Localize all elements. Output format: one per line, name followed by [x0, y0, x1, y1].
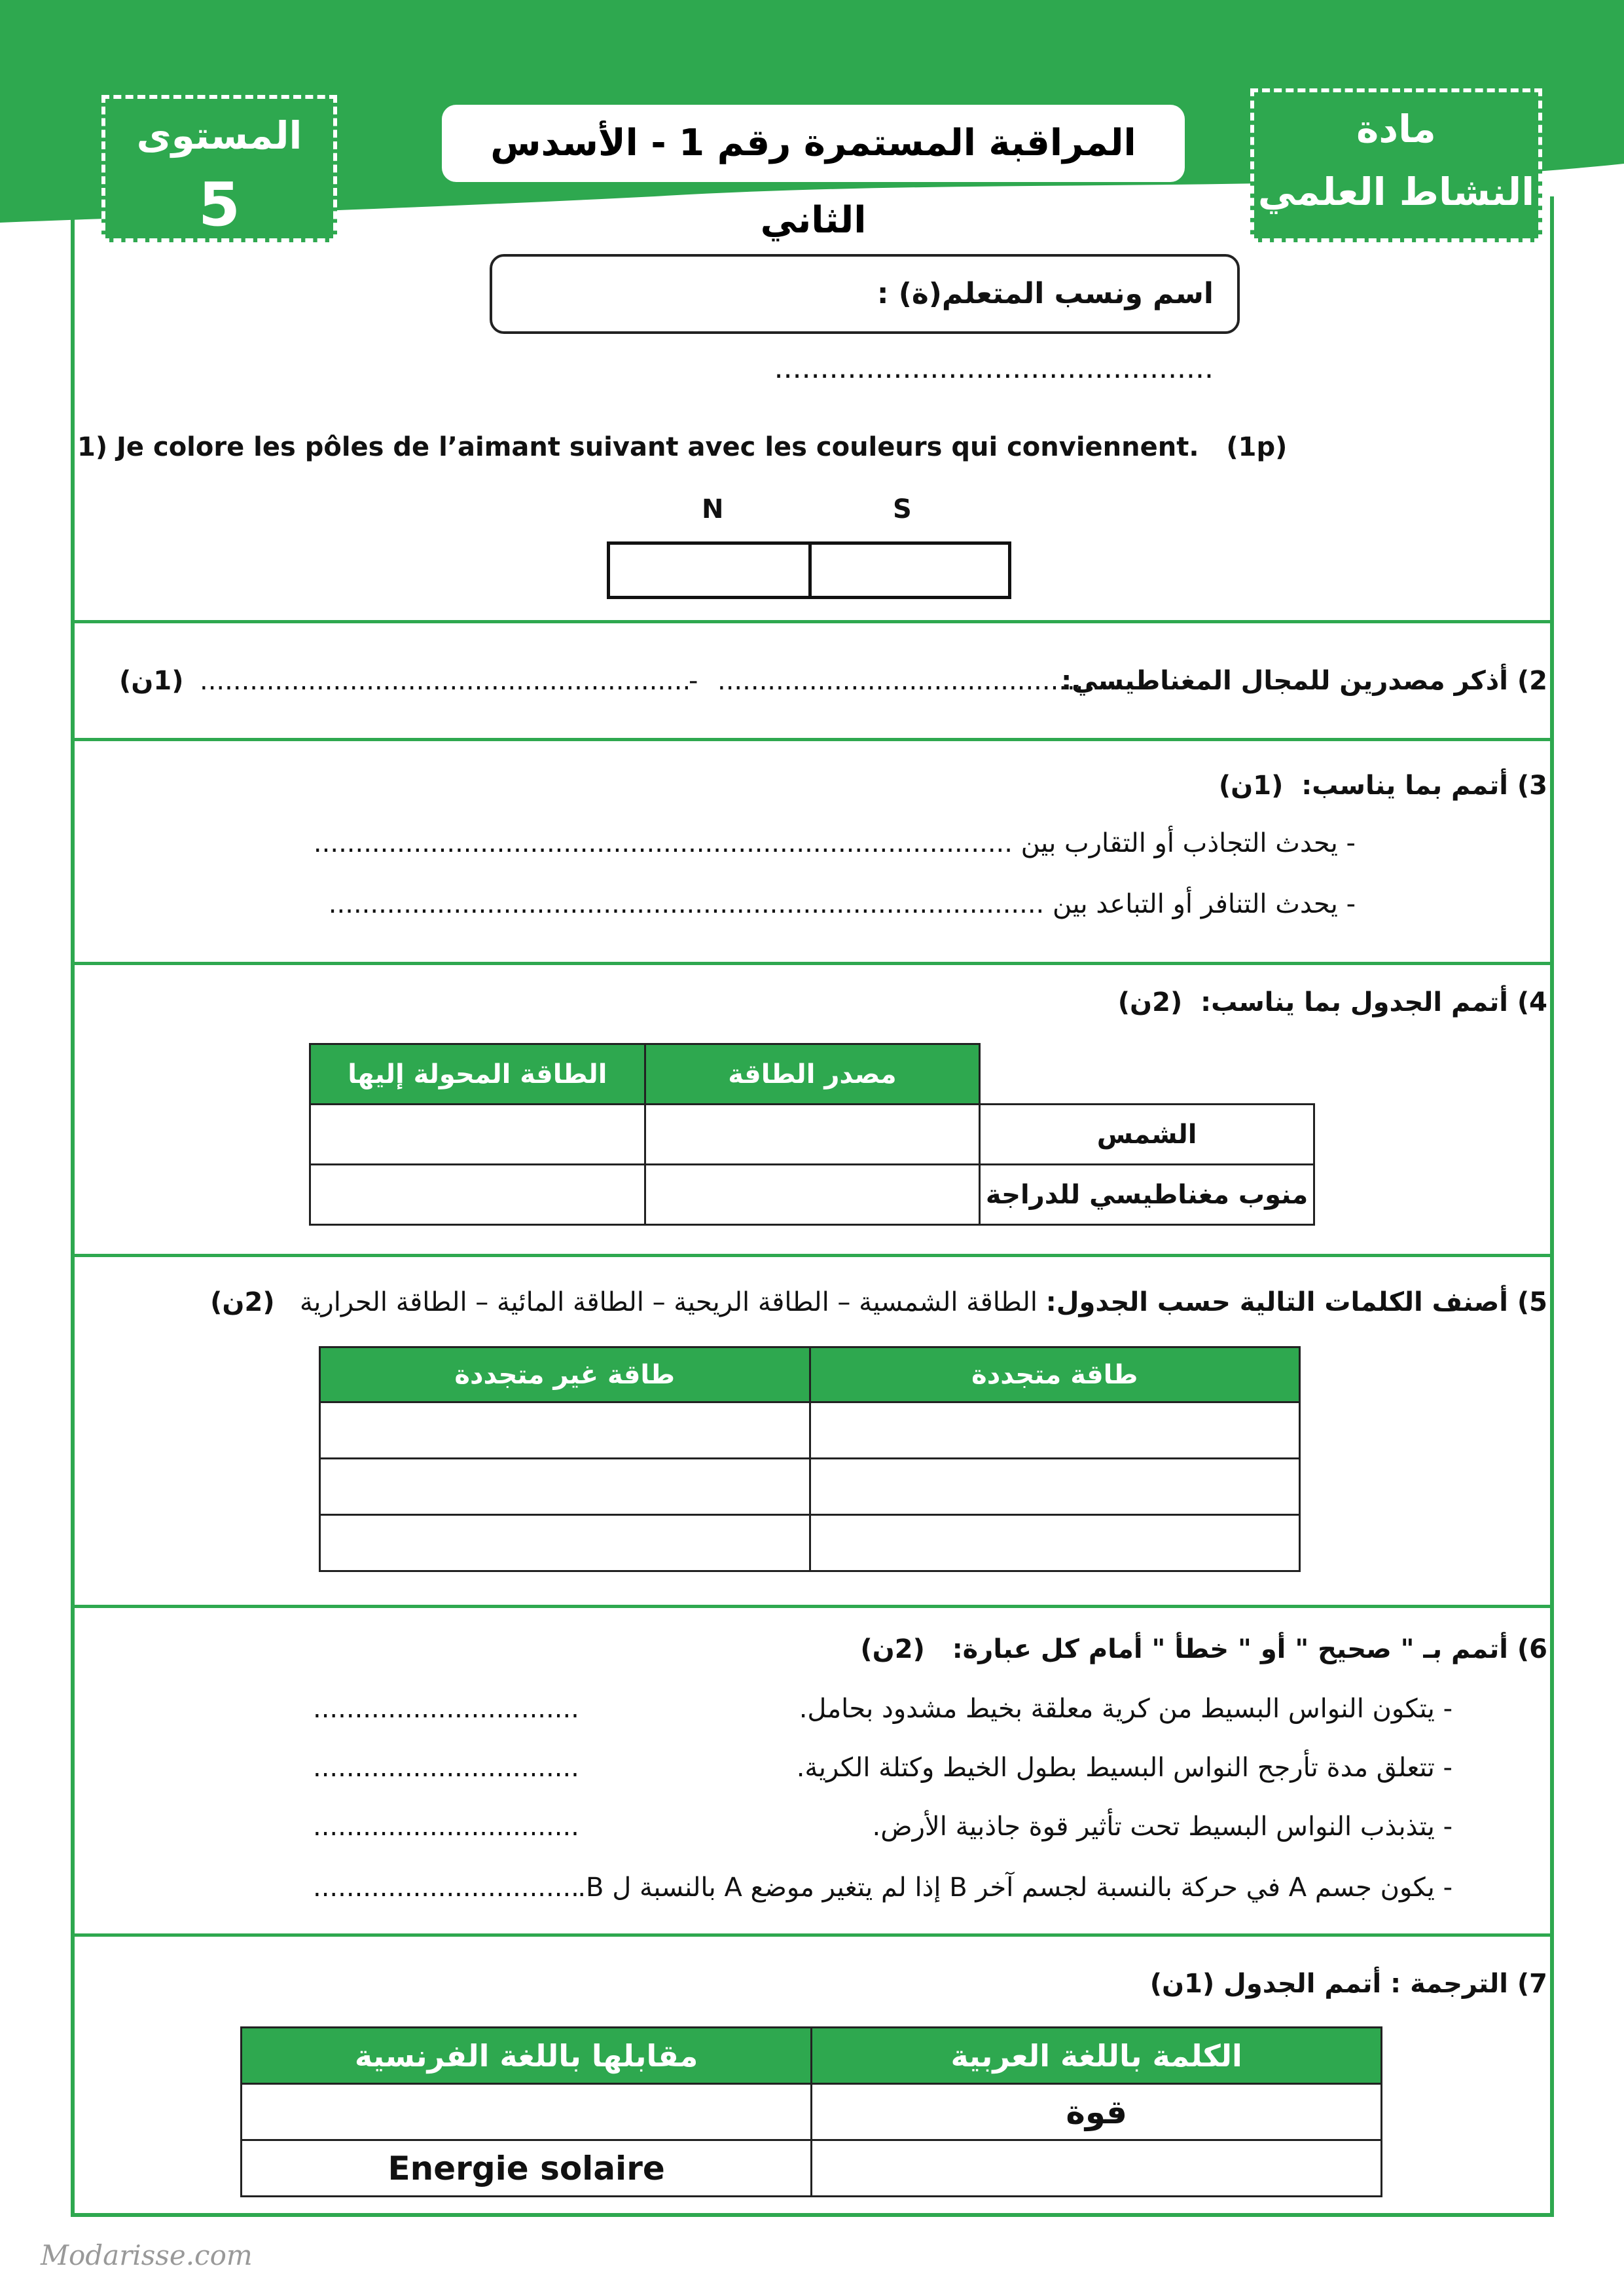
q6-statement-4: - يكون جسم A في حركة بالنسبة لجسم آخر B إذا لم يتغير موضع A بالنسبة ل B. — [577, 1873, 1453, 1903]
q7-col-french: مقابلها باللغة الفرنسية — [242, 2028, 812, 2084]
q5-answer-cell[interactable] — [810, 1402, 1300, 1459]
separator-1 — [71, 620, 1554, 623]
q5-col-renewable: طاقة متجددة — [810, 1347, 1300, 1402]
separator-2 — [71, 738, 1554, 741]
q7-arabic-word: قوة — [812, 2084, 1382, 2140]
q2-points: (1ن) — [119, 666, 184, 696]
magnet-pole-s[interactable] — [808, 541, 1011, 599]
q6-answer-4[interactable]: ................................ — [313, 1873, 579, 1903]
separator-4 — [71, 1254, 1554, 1257]
q5-answer-cell[interactable] — [320, 1459, 810, 1515]
q6-answer-2[interactable]: ................................ — [313, 1753, 579, 1783]
q4-answer-cell[interactable] — [645, 1165, 980, 1225]
exam-title: المراقبة المستمرة رقم 1 - الأسدس الثاني — [442, 105, 1185, 182]
q6-statement-2: - تتعلق مدة تأرجح النواس البسيط بطول الخيط وكتلة الكرية. — [796, 1753, 1453, 1783]
table-row — [320, 1459, 1300, 1515]
pole-s-label: S — [893, 494, 912, 524]
table-row — [310, 1105, 1314, 1165]
q1-text: 1) Je colore les pôles de l’aimant suivant avec les couleurs qui conviennent. (1p) — [77, 432, 1288, 462]
q2-dash: - — [689, 666, 698, 696]
q6-statement-1: - يتكون النواس البسيط من كرية معلقة بخيط مشدود بحامل. — [799, 1694, 1453, 1724]
table-row — [242, 2084, 1382, 2140]
q5-answer-cell[interactable] — [320, 1515, 810, 1571]
magnet-pole-n[interactable] — [607, 541, 812, 599]
separator-6 — [71, 1933, 1554, 1937]
q4-col-source: مصدر الطاقة — [645, 1044, 980, 1105]
level-label: المستوى — [136, 113, 302, 158]
q7-answer-cell[interactable] — [812, 2140, 1382, 2197]
q6-answer-3[interactable]: ................................ — [313, 1812, 579, 1842]
q4-table — [309, 1043, 1315, 1226]
q7-answer-cell[interactable] — [242, 2084, 812, 2140]
q4-row-label: الشمس — [980, 1105, 1314, 1165]
q3-line-2[interactable]: - يحدث التنافر أو التباعد بين ...................................................................................... — [328, 889, 1356, 919]
frame-bottom — [71, 2213, 1554, 2217]
q6-statement-3: - يتذبذب النواس البسيط تحت تأثير قوة جاذبية الأرض. — [872, 1812, 1453, 1842]
footer-watermark: Modarisse.com — [41, 2239, 253, 2271]
level-box — [101, 95, 337, 242]
q4-text: 4) أتمم الجدول بما يناسب: (2ن) — [1117, 987, 1547, 1017]
q5-table — [319, 1346, 1301, 1572]
subject-box — [1250, 88, 1542, 242]
student-name-box — [490, 254, 1240, 385]
q4-answer-cell[interactable] — [645, 1105, 980, 1165]
q5-text: 5) أصنف الكلمات التالية حسب الجدول: الطاقة الشمسية – الطاقة الريحية – الطاقة المائية – الطاقة الحرارية (2ن) — [210, 1287, 1547, 1317]
student-name-label: اسم ونسب المتعلم(ة) : — [876, 277, 1214, 310]
pole-n-label: N — [702, 494, 724, 524]
subject-name: النشاط العلمي — [1257, 170, 1535, 214]
q6-points: (2ن) — [860, 1634, 925, 1664]
table-row — [320, 1402, 1300, 1459]
q5-answer-cell[interactable] — [810, 1515, 1300, 1571]
q7-text: 7) الترجمة : أتمم الجدول (1ن) — [1149, 1969, 1547, 1999]
q5-words: الطاقة الشمسية – الطاقة الريحية – الطاقة المائية – الطاقة الحرارية — [299, 1287, 1038, 1317]
q4-answer-cell[interactable] — [310, 1165, 645, 1225]
student-name-field[interactable]: ................................................ — [774, 352, 1214, 385]
q2-text: 2) أذكر مصدرين للمجال المغناطيسي: — [1061, 666, 1547, 696]
table-row — [242, 2140, 1382, 2197]
q5-answer-cell[interactable] — [320, 1402, 810, 1459]
separator-5 — [71, 1605, 1554, 1608]
q7-french-word: Energie solaire — [242, 2140, 812, 2197]
q7-table — [240, 2026, 1382, 2197]
q6-text: 6) أتمم بـ " صحيح " أو " خطأ " أمام كل عبارة: (2ن) — [860, 1634, 1547, 1664]
q7-col-arabic: الكلمة باللغة العربية — [812, 2028, 1382, 2084]
q4-col-converted: الطاقة المحولة إليها — [310, 1044, 645, 1105]
q1-points: (1p) — [1226, 432, 1288, 462]
q3-line-1[interactable]: - يحدث التجاذب أو التقارب بين .................................................................................... — [313, 828, 1356, 858]
q4-row-label: منوب مغناطيسي للدراجة — [980, 1165, 1314, 1225]
q5-points: (2ن) — [210, 1287, 275, 1317]
q4-points: (2ن) — [1117, 987, 1183, 1017]
subject-label: مادة — [1356, 107, 1436, 151]
table-row — [320, 1515, 1300, 1571]
q4-answer-cell[interactable] — [310, 1105, 645, 1165]
frame-right — [1550, 196, 1554, 2216]
separator-3 — [71, 962, 1554, 965]
q5-answer-cell[interactable] — [810, 1459, 1300, 1515]
level-value: 5 — [198, 170, 240, 240]
q3-points: (1ن) — [1218, 771, 1284, 801]
frame-left — [71, 196, 75, 2216]
q2-blank-1[interactable]: ................................................ — [717, 666, 1117, 696]
table-row — [310, 1165, 1314, 1225]
q3-text: 3) أتمم بما يناسب: (1ن) — [1218, 771, 1547, 801]
q5-col-nonrenewable: طاقة غير متجددة — [320, 1347, 810, 1402]
q6-answer-1[interactable]: ................................ — [313, 1694, 579, 1724]
q2-blank-2[interactable]: ........................................................... — [200, 666, 691, 696]
